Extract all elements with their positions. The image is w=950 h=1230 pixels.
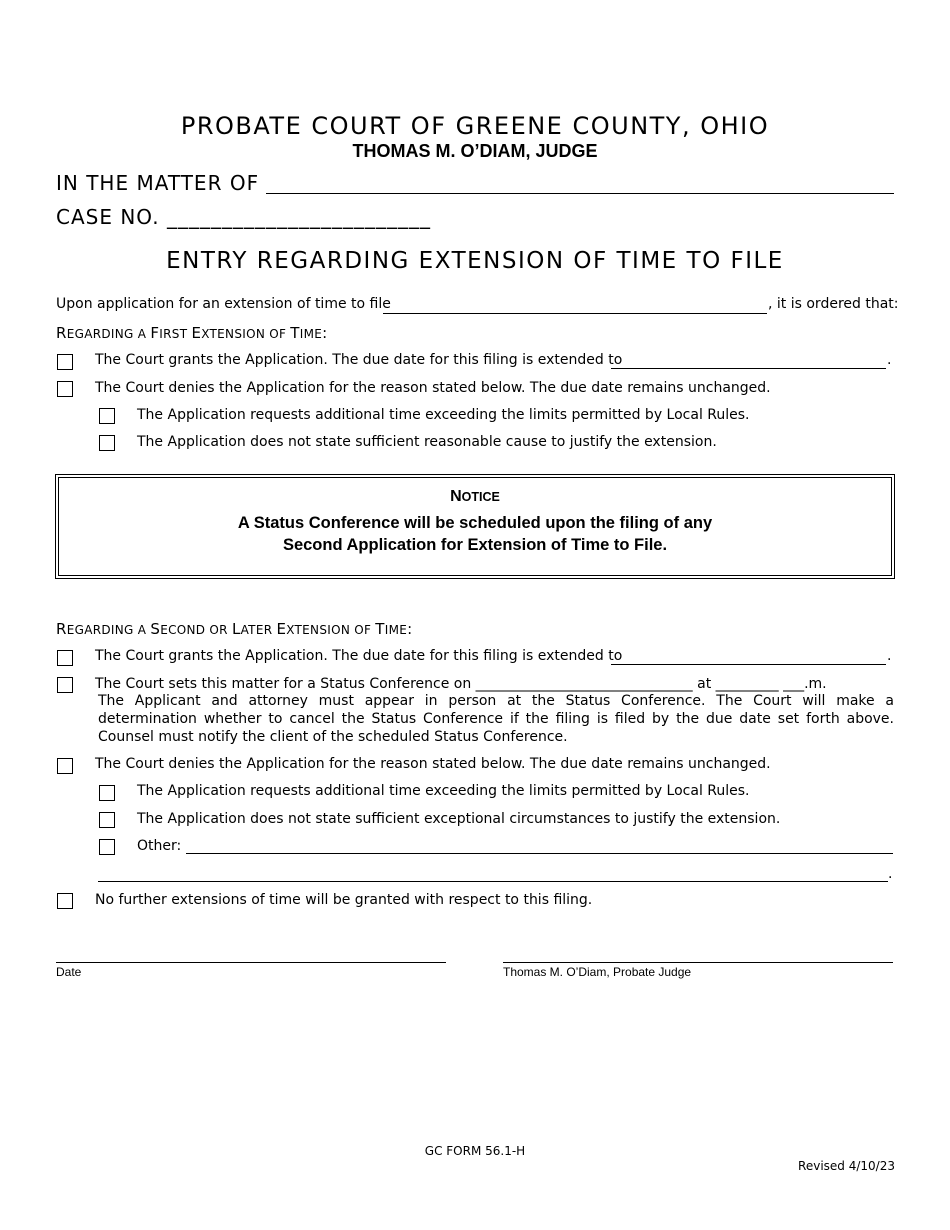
second-grant-text: The Court grants the Application. The due date for this filing is extended to xyxy=(95,648,623,664)
first-extension-heading: REGARDING A FIRST EXTENSION OF TIME: xyxy=(56,324,328,342)
first-due-date-field[interactable] xyxy=(611,368,886,369)
second-reason-exceptional-checkbox[interactable] xyxy=(99,812,115,828)
other-reason-field-2[interactable] xyxy=(98,881,888,882)
other-reason-field[interactable] xyxy=(186,853,893,854)
first-deny-text: The Court denies the Application for the reason stated below. The due date remains unchanged. xyxy=(95,380,771,396)
first-reason-limits-checkbox[interactable] xyxy=(99,408,115,424)
first-reason-cause-checkbox[interactable] xyxy=(99,435,115,451)
notice-body xyxy=(59,512,891,556)
second-grant-end: . xyxy=(887,648,892,664)
revised-date: Revised 4/10/23 xyxy=(798,1159,895,1173)
notice-line-1: A Status Conference will be scheduled upon the filing of any xyxy=(237,514,713,532)
case-number-field[interactable]: CASE NO. ________________________ xyxy=(56,205,431,229)
notice-heading: NOTICE xyxy=(450,488,500,505)
second-extension-heading: REGARDING A SECOND OR LATER EXTENSION OF TIME: xyxy=(56,620,413,638)
first-reason-limits-text: The Application requests additional time exceeding the limits permitted by Local Rules. xyxy=(137,407,750,423)
court-name: PROBATE COURT OF GREENE COUNTY, OHIO xyxy=(180,112,770,140)
second-deny-checkbox[interactable] xyxy=(57,758,73,774)
status-conference-checkbox[interactable] xyxy=(57,677,73,693)
judge-signature-label: Thomas M. O’Diam, Probate Judge xyxy=(503,965,692,979)
no-further-text: No further extensions of time will be granted with respect to this filing. xyxy=(95,892,593,908)
no-further-checkbox[interactable] xyxy=(57,893,73,909)
intro-text: Upon application for an extension of time to file xyxy=(56,296,391,312)
other-reason-checkbox[interactable] xyxy=(99,839,115,855)
first-deny-checkbox[interactable] xyxy=(57,381,73,397)
form-number: GC FORM 56.1-H xyxy=(424,1144,526,1158)
other-reason-end: . xyxy=(888,866,893,882)
first-grant-end: . xyxy=(887,352,892,368)
status-conference-text: The Court sets this matter for a Status Conference on _______________________________ at _________ ___.m. xyxy=(95,676,827,692)
date-label: Date xyxy=(56,965,82,979)
status-conference-detail: The Applicant and attorney must appear in person at the Status Conference. The Court will make a determination whether to cancel the Status Conference if the filing is filed by the due date set forth above. Counsel must notify the client of the scheduled Status Conference. xyxy=(98,693,894,745)
second-grant-checkbox[interactable] xyxy=(57,650,73,666)
second-deny-text: The Court denies the Application for the reason stated below. The due date remains unchanged. xyxy=(95,756,771,772)
second-due-date-field[interactable] xyxy=(611,664,886,665)
second-reason-limits-checkbox[interactable] xyxy=(99,785,115,801)
judge-signature-line[interactable] xyxy=(503,962,893,963)
filing-type-field[interactable] xyxy=(383,313,767,314)
second-reason-limits-text: The Application requests additional time exceeding the limits permitted by Local Rules. xyxy=(137,783,750,799)
intro-suffix: , it is ordered that: xyxy=(768,296,899,312)
first-reason-cause-text: The Application does not state sufficient reasonable cause to justify the extension. xyxy=(137,434,717,450)
judge-name: THOMAS M. O’DIAM, JUDGE xyxy=(352,141,598,161)
matter-label: IN THE MATTER OF xyxy=(56,171,260,195)
form-title: ENTRY REGARDING EXTENSION OF TIME TO FILE xyxy=(166,248,784,274)
first-grant-checkbox[interactable] xyxy=(57,354,73,370)
second-reason-exceptional-text: The Application does not state sufficient exceptional circumstances to justify the extension. xyxy=(137,811,781,827)
matter-field[interactable] xyxy=(266,193,894,194)
other-reason-label: Other: xyxy=(137,838,182,854)
date-signature-line[interactable] xyxy=(56,962,446,963)
notice-box xyxy=(55,474,895,579)
notice-line-2: Second Application for Extension of Time to File. xyxy=(282,536,668,554)
first-grant-text: The Court grants the Application. The due date for this filing is extended to xyxy=(95,352,623,368)
